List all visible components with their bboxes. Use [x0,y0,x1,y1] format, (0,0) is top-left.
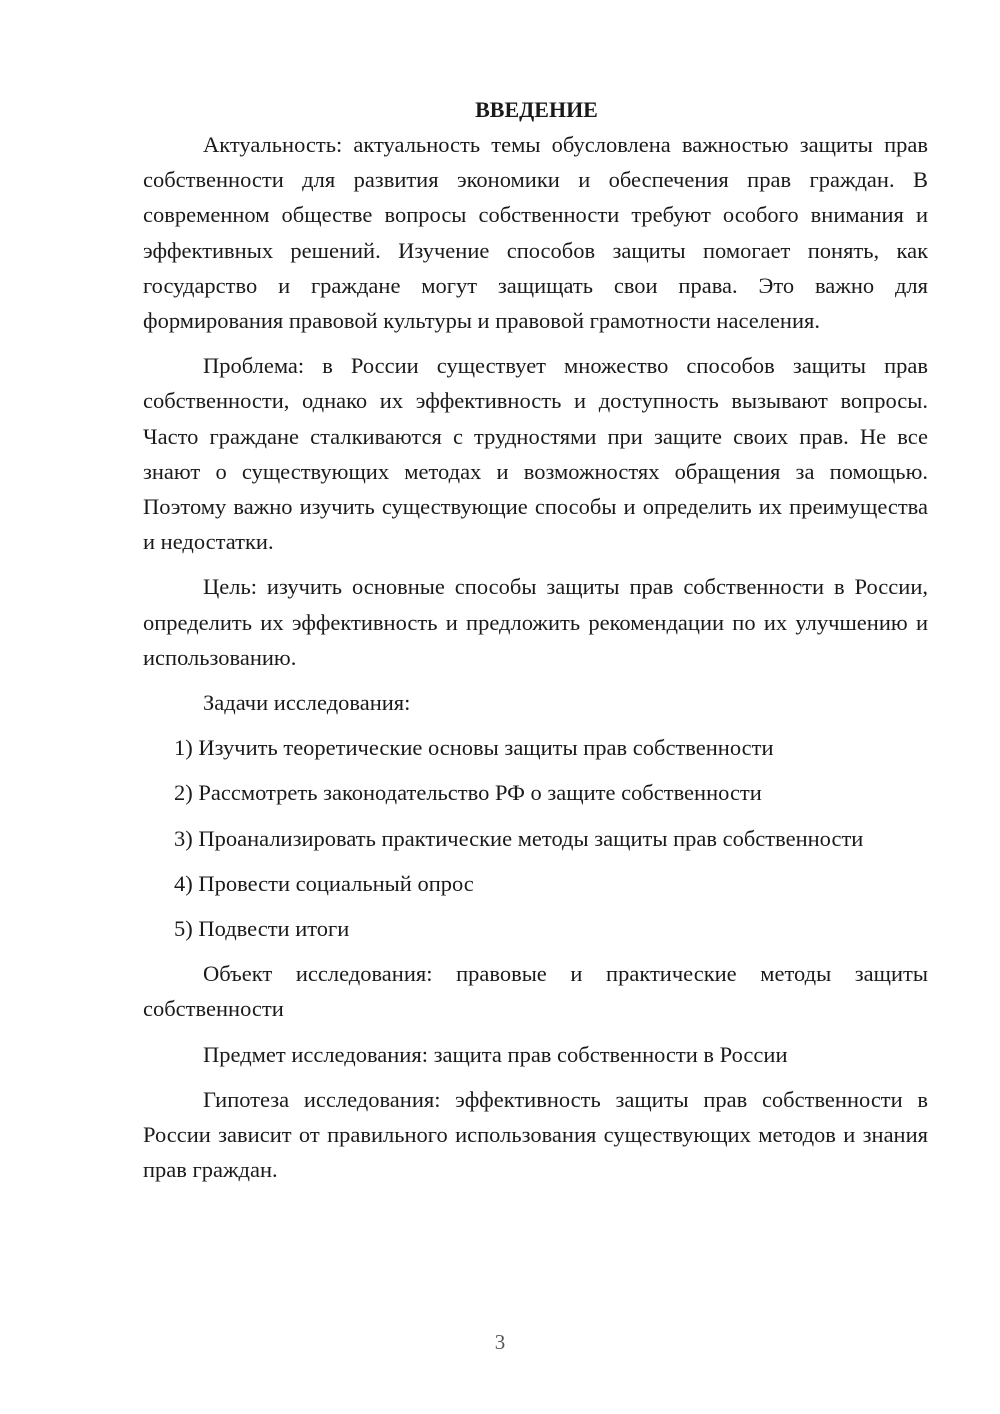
page-title: ВВЕДЕНИЕ [475,97,598,122]
problem-paragraph: Проблема: в России существует множество способов защиты прав собственности, однако их эффективность и доступность вызывают вопросы. Часто граждане сталкиваются с трудностями при защите своих прав. Не все знают о существующих методах и возможностях обращения за помощью. Поэтому важно изучить существующие способы и определить их преимущества и недостатки. [143,353,928,555]
task-item-1: 1) Изучить теоретические основы защиты прав собственности [174,735,774,761]
task-item-4: 4) Провести социальный опрос [174,870,474,896]
page-number: 3 [494,1330,506,1354]
task-item-3: 3) Проанализировать практические методы защиты прав собственности [174,825,864,851]
hypothesis-paragraph: Гипотеза исследования: эффективность защиты прав собственности в России зависит от правильного использования существующих методов и знания прав граждан. [143,1086,928,1183]
document-page [143,92,928,1187]
task-item-5: 5) Подвести итоги [174,916,350,942]
task-item-2: 2) Рассмотреть законодательство РФ о защите собственности [174,780,762,806]
object-paragraph: Объект исследования: правовые и практические методы защиты собственности [143,961,928,1022]
relevance-paragraph: Актуальность: актуальность темы обусловлена важностью защиты прав собственности для развития экономики и обеспечения прав граждан. В современном обществе вопросы собственности требуют особого внимания и эффективных решений. Изучение способов защиты помогает понять, как государство и граждане могут защищать свои права. Это важно для формирования правовой культуры и правовой грамотности населения. [143,132,928,334]
subject-paragraph: Предмет исследования: защита прав собственности в России [203,1041,788,1067]
goal-paragraph: Цель: изучить основные способы защиты прав собственности в России, определить их эффективность и предложить рекомендации по их улучшению и использованию. [143,574,928,670]
tasks-heading: Задачи исследования: [203,690,411,716]
